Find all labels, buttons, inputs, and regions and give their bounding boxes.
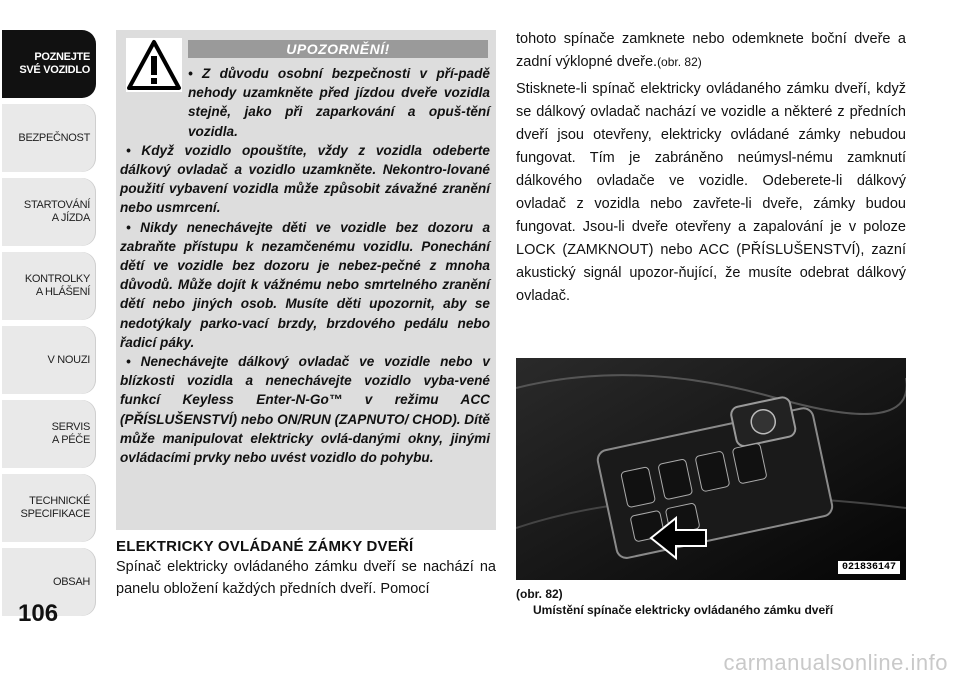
warning-header: UPOZORNĚNÍ! (188, 40, 488, 58)
tab-startovani[interactable] (2, 178, 96, 246)
section-title: ELEKTRICKY OVLÁDANÉ ZÁMKY DVEŘÍ (116, 538, 414, 555)
warning-bullet: • Nikdy nenechávejte děti ve vozidle bez dozoru a zabraňte přístupu k nezamčenému vozidlu. Ponechání dětí ve vozidle bez dozoru je nebez-pečné z mnoha důvodů. Může dojít k vážnému nebo smrtelného zranění dětí nebo jiných osob. Musíte děti upozornit, aby se nedotýkaly parko-vací brzdy, brzdového pedálu nebo řadicí páky. (120, 219, 490, 350)
tab-label: V NOUZI (47, 353, 90, 366)
tab-label: POZNEJTE SVÉ VOZIDLO (19, 51, 90, 76)
tab-label: TECHNICKÉ SPECIFIKACE (20, 495, 90, 520)
page-number: 106 (18, 600, 59, 627)
warning-box (116, 30, 496, 530)
figure-caption: Umístění spínače elektricky ovládaného zámku dveří (533, 603, 834, 617)
section-body-left: Spínač elektricky ovládaného zámku dveří se nachází na panelu obložení každých předních dveří. Pomocí (116, 559, 496, 597)
warning-bullet: • Z důvodu osobní bezpečnosti v pří-padě nehody uzamkněte před jízdou dveře vozidla stejně, jako při zaparkování a opuš-tění vozidla. (188, 66, 490, 139)
warning-bullet: • Nenechávejte dálkový ovladač ve vozidle nebo v blízkosti vozidla a nenechávejte vozidlo vyba-vené funkcí Keyless Enter-N-Go™ v režimu ACC (PŘÍSLUŠENSTVÍ) nebo ON/RUN (ZAPNUTO/ CHOD). Dítě může manipulovat elektricky ovlá-danými okny, jinými ovládacími prvky nebo uvést vozidlo do pohybu. (120, 354, 490, 466)
tab-poznejte-sve-vozidlo[interactable] (2, 30, 96, 98)
tab-label: BEZPEČNOST (18, 131, 90, 144)
warning-text (120, 64, 490, 467)
tab-servis[interactable] (2, 400, 96, 468)
tab-bezpecnost[interactable] (2, 104, 96, 172)
tab-label: SERVIS A PÉČE (51, 421, 90, 446)
chapter-sidebar (0, 0, 98, 640)
tab-technicke-specifikace[interactable] (2, 474, 96, 542)
tab-label: OBSAH (52, 575, 90, 588)
watermark: carmanualsonline.info (723, 650, 948, 675)
right-column-text (516, 28, 906, 312)
figure-reference: (obr. 82) (657, 55, 702, 69)
warning-bullet: • Když vozidlo opouštíte, vždy z vozidla odeberte dálkový ovladač a vozidlo uzamkněte. Nekontro-lované použití vybavení vozidla může způsobit závažné zranění nebo usmrcení. (120, 142, 490, 216)
figure-code: 021836147 (838, 561, 900, 574)
figure-number: (obr. 82) (516, 587, 563, 601)
paragraph: Stisknete-li spínač elektricky ovládaného zámku dveří, když se dálkový ovladač nachází ve vozidle a některé z předních dveří jsou otevřeny, elektricky ovládané zámky nebudou fungovat. Tím je zabráněno neúmysl-nému zamknutí dálkového ovladače ve vozidle. Odeberete-li dálkový ovladač z vozidla nebo zavřete-li dveře, zámky budou fungovat. Jsou-li dveře otevřeny a zapalování je v poloze LOCK (ZAMKNOUT) nebo ACC (PŘÍSLUŠENSTVÍ), zazní akustický signál upozor-ňující, že musíte odebrat dálkový ovladač. (516, 81, 906, 304)
tab-v-nouzi[interactable] (2, 326, 96, 394)
tab-label: STARTOVÁNÍ A JÍZDA (23, 199, 90, 224)
paragraph-text: tohoto spínače zamknete nebo odemknete boční dveře a zadní výklopné dveře. (516, 31, 906, 70)
door-lock-switch-figure (516, 358, 906, 580)
door-panel-illustration (516, 358, 906, 580)
tab-kontrolky[interactable] (2, 252, 96, 320)
tab-label: KONTROLKY A HLÁŠENÍ (24, 273, 90, 298)
paragraph (516, 28, 906, 74)
